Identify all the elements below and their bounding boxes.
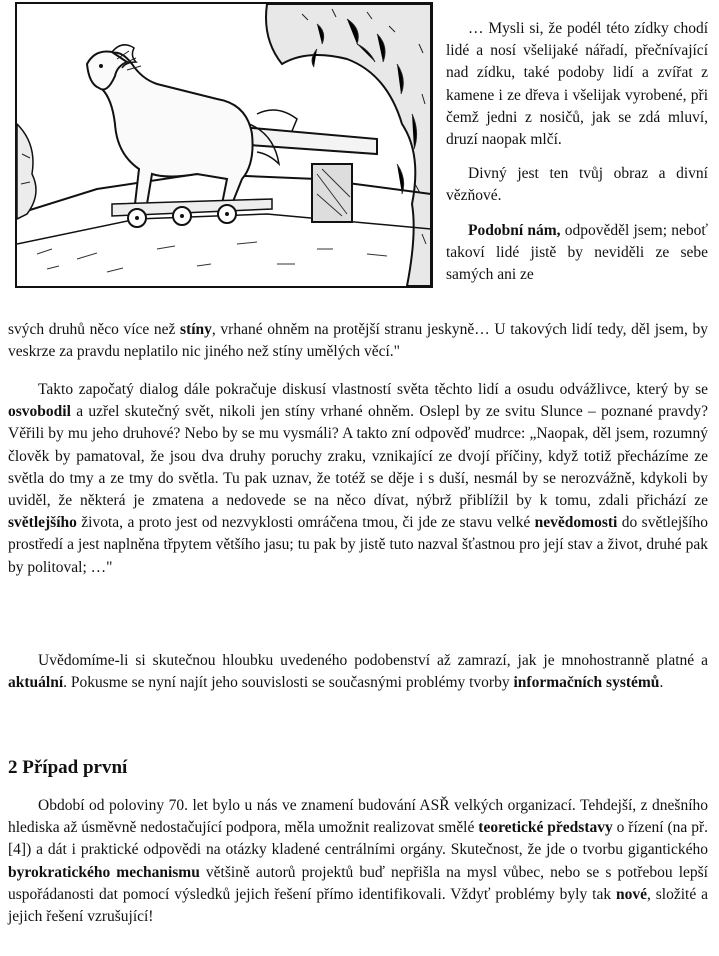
cave-drawing [17,4,431,286]
bold-brighter: světlejšího [8,514,77,532]
like-us-rest: odpověděl jsem; neboť takoví lidé jistě by neviděli ze sebe samých ani ze [446,221,708,284]
conclusion-block [8,650,708,694]
dialog-text-2: a uzřel skutečný svět, nikoli jen stíny vrhané ohněm. Oslepl by ze svitu Slunce – poznané pravdy? Věřili by mu jeho druhové? Nebo by se mu vysmáli? A takto zní odpověď mudrce: „Naopak, děl jsem, rozumný člověk by pamatoval, že jsou dva druhy poruchy zraku, vznikající ze dvojí příčiny, když totiž přecházíme ze světla do tmy a ze tmy do světla. Tu pak uznav, že totéž se děje i s duší, nesmál by se nerozvážně, kdykoli by uviděl, že některá je zmatena a nedovede se na něco dívat, nýbrž přiblížil by k tomu, zdali přichází ze [8,403,708,510]
paragraph-dialog [8,379,708,579]
section-heading: 2 Případ první [8,757,128,778]
bold-theoretical-ideas: teoretické představy [478,819,613,837]
dialog-text-1: Takto započatý dialog dále pokračuje diskusí vlastností světa těchto lidí a osudu odvážlivce, který by se [38,381,708,398]
dialog-text-3: života, a proto jest od nezvyklosti omráčena tmou, či jde ze stavu velké [76,514,535,532]
paragraph-strange-image: Divný jest ten tvůj obraz a divní vězňové. [446,165,708,205]
dialog-text-4: do světlejšího prostředí a jest naplněna třpytem většího jasu; tu pak by jistě tuto nazval šťastnou pro její stav a život, druhé pak by politoval; …" [8,514,708,576]
case-text-4: , složité a jejich řešení vzrušující! [8,885,709,926]
bold-freed: osvobodil [8,403,71,421]
bold-bureaucratic-mechanism: byrokratického mechanismu [8,863,200,881]
conclusion-text-1: Uvědomíme-li si skutečnou hloubku uvedeného podobenství až zamrazí, jak je mnohostranně platné a [38,652,708,669]
bold-shadows: stíny [180,321,212,338]
cave-allegory-illustration [15,2,433,288]
paragraph-case-first [8,795,708,928]
case-text-3: většině autorů projektů buď nepřišla na mysl vůbec, nebo se s potřebou lepší uspořádanosti dat pomocí výsledků jejich řešení přímo identifikovali. Vždyť problémy byly tak [8,863,708,903]
paragraph-conclusion [8,650,708,694]
quote-end-block [8,319,708,363]
bold-new: nové [615,885,647,903]
paragraph-like-us [446,220,708,287]
paragraph-walls: … Mysli si, že podél této zídky chodí lidé a nosí všelijaké nářadí, přečnívající nad zídku, také podoby lidí a zvířat z kamene i ze dřeva i všelijak vyrobené, při čemž jedni z nosičů, jak se zdá mluví, druzí naopak mlčí. [446,20,708,149]
bold-ignorance: nevědomosti [534,514,618,532]
bold-like-us: Podobní nám, [468,221,561,239]
bold-information-systems: informačních systémů [513,674,660,692]
quote-end-text-2: , vrhané ohněm na protější stranu jeskyně… U takových lidí tedy, děl jsem, by veskrze za pravdu neplatilo nic jiného než stíny umělých věcí." [8,321,708,361]
conclusion-text-2: . Pokusme se nyní najít jeho souvislosti se současnými problémy tvorby [63,674,514,692]
conclusion-text-3: . [659,674,664,692]
bold-actual: aktuální [8,674,64,692]
case-text-1: Období od poloviny 70. let bylo u nás ve znamení budování ASŘ velkých organizací. Tehdejší, z dnešního hlediska až úsměvně nedostačující podpora, měla umožnit realizovat smělé [8,797,708,837]
paragraph-quote-end [8,319,708,363]
case-block [8,795,708,928]
side-column-text [446,18,708,286]
case-text-2: o řízení (na př. [4]) a dát i praktické odpovědi na otázky kladené centrálními orgány. Skutečnost, že jde o tvorbu gigantického [8,819,708,859]
dialog-block [8,379,708,579]
quote-end-text-1: svých druhů něco více než [8,321,181,338]
